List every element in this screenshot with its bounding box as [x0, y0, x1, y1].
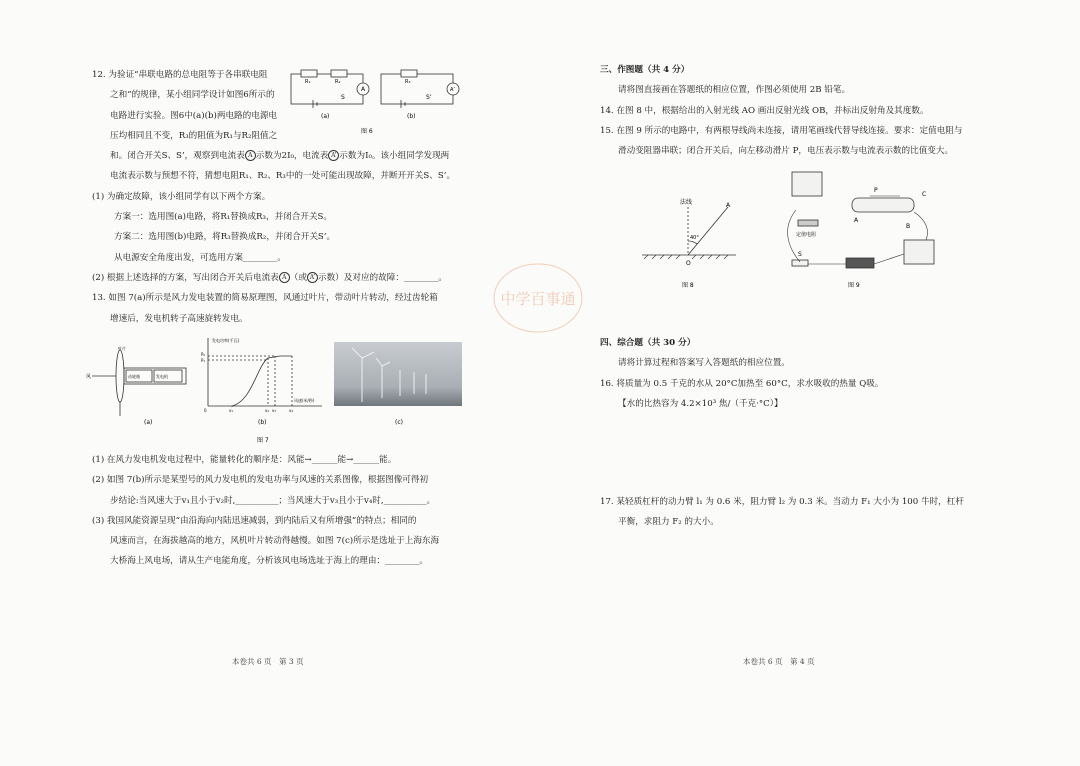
blade-label: 叶片: [118, 346, 126, 351]
q12-line-5: 和。闭合开关S、S’，观察到电流表 A 示数为2I₀，电流表 A’ 示数为I₀。该小组同学发现两: [110, 151, 450, 162]
v3-label: v₃: [272, 408, 276, 413]
point-p-label: P: [874, 187, 878, 194]
q13-part-3-line-1: (3) 我国风能资源呈现“由沿海向内陆迅速减弱，到内陆后又有所增强”的特点；相同的: [92, 515, 417, 526]
q14: 14. 在图 8 中，根据给出的入射光线 AO 画出反射光线 OB，并标出反射角及其度数。: [600, 105, 929, 116]
watermark-seal: [488, 258, 588, 338]
fig7-a-label: (a): [144, 419, 153, 426]
resistor-label: 定值电阻: [796, 232, 817, 238]
fig6-a-label: (a): [321, 113, 330, 120]
q12-part-1: (1) 为确定故障，该小组同学有以下两个方案。: [92, 191, 271, 202]
point-c-label: C: [922, 191, 927, 198]
point-a-label: A: [726, 202, 731, 209]
section-3-title: 三、作图题（共 4 分）: [600, 65, 690, 75]
q12-part-2: (2) 根据上述选择的方案，写出闭合开关后电流表 A （或 A’ 示数）及对应的故障：________。: [92, 272, 447, 283]
voltmeter-icon: [792, 172, 822, 196]
q13-line-2: 增速后，发电机转子高速旋转发电。: [110, 313, 248, 324]
q13-part-3-line-2: 风速而言，在海拔越高的地方，风机叶片转动得越慢。如图 7(c)所示是选址于上海东海: [110, 536, 440, 547]
v4-label: v₄: [289, 408, 293, 413]
normal-label: 法线: [680, 199, 693, 206]
q17-line-1: 17. 某轻质杠杆的动力臂 l₁ 为 0.6 米，阻力臂 l₂ 为 0.3 米。当动力 F₁ 大小为 100 牛时，杠杆: [600, 497, 964, 507]
p2-label: P₂: [201, 352, 206, 357]
figure-7: [82, 336, 472, 448]
right-page-section-4: [600, 333, 990, 414]
section-3-note: 请将图直接画在答题纸的相应位置，作图必须使用 2B 铅笔。: [618, 85, 851, 96]
switch-label-9: S: [798, 251, 802, 258]
q12-line-4: 压均相同且不变，R₃的阻值为R₁与R₂阻值之: [110, 130, 278, 141]
plan-2: 方案二：选用图(b)电路，将R₃替换成R₂，并闭合开关S’。: [114, 232, 336, 243]
q15-line-1: 15. 在图 9 所示的电路中，有两根导线尚未连接，请用笔画线代替导线连接。要求：定值电阻与: [600, 125, 963, 136]
switch-s-label: S: [341, 94, 345, 101]
p1-label: P₁: [201, 358, 206, 363]
plan-1: 方案一：选用图(a)电路，将R₁替换成R₃，并闭合开关S。: [114, 212, 333, 223]
ammeter-icon: [904, 240, 934, 264]
figure-8: [640, 195, 740, 290]
q15-line-2: 滑动变阻器串联；闭合开关后，向左移动滑片 P，电压表示数与电流表示数的比值变大。: [618, 146, 954, 157]
angle-label: 40°: [690, 235, 699, 241]
point-a-label-9: A: [854, 217, 859, 224]
right-page-q17: [600, 492, 990, 533]
ammeter-a-icon: A: [279, 272, 290, 283]
q12-line-2: 之和”的规律，某小组同学设计如图6所示的: [110, 90, 275, 101]
v1-label: v₁: [229, 408, 233, 413]
ammeter-a-prime-icon: A’: [328, 150, 339, 161]
q17-line-2: 平衡，求阻力 F₂ 的大小。: [618, 517, 719, 528]
q13-line-1: 13. 如图 7(a)所示是风力发电装置的简易原理图，风通过叶片，带动叶片转动，经过齿轮箱: [92, 293, 438, 304]
figure-6: [283, 66, 463, 138]
right-page: [600, 60, 990, 161]
fig7-c-label: (c): [395, 419, 403, 426]
r1-label: R₁: [305, 79, 311, 85]
fig7-xlabel: 风速(米/秒): [294, 398, 315, 403]
fig9-caption: 图 9: [848, 282, 860, 289]
section-4-note: 请将计算过程和答案写入答题纸的相应位置。: [618, 358, 790, 369]
switch-s2-label: S’: [426, 94, 432, 101]
fig6-caption: 图 6: [361, 128, 373, 135]
wind-farm-photo: [334, 342, 462, 406]
page-footer-right: 本卷共 6 页 第 4 页: [743, 657, 815, 666]
point-o-label: O: [686, 260, 691, 267]
origin-label: 0: [204, 408, 207, 413]
r3-label: R₃: [405, 79, 411, 85]
left-page-lower: [92, 450, 472, 572]
q16-note: 【水的比热容为 4.2×10³ 焦/（千克·°C）】: [618, 398, 783, 409]
page-footer-left: 本卷共 6 页 第 3 页: [232, 657, 304, 666]
r2-label: R₂: [335, 79, 341, 85]
wind-label: 风: [86, 374, 92, 380]
ammeter-a-icon: A: [245, 150, 256, 161]
ammeter-a-prime-icon: A’: [307, 272, 318, 283]
meter-a-label: A: [361, 86, 366, 93]
q13-part-2-line-1: (2) 如图 7(b)所示是某型号的风力发电机的发电功率与风速的关系图像，根据图像可得初: [92, 475, 429, 486]
fig7-b-label: (b): [258, 419, 267, 426]
generator-label: 发电机: [156, 374, 168, 379]
v2-label: v₂: [265, 408, 269, 413]
fig7-ylabel: 发电功率(千瓦): [212, 338, 240, 343]
watermark-text: 中学百事通: [500, 290, 576, 308]
q13-part-3-line-3: 大桥海上风电场，请从生产电能角度，分析该风电场选址于海上的理由：________。: [110, 556, 428, 567]
safety-line: 从电源安全角度出发，可选用方案________。: [114, 252, 286, 263]
meter-a2-label: A’: [450, 87, 456, 93]
gearbox-label: 齿轮箱: [128, 374, 140, 379]
q13-part-2-line-2: 步结论:当风速大于v₁且小于v₂时,__________；当风速大于v₃且小于v₄时,__________。: [110, 495, 436, 506]
q13-part-1: (1) 在风力发电机发电过程中，能量转化的顺序是：风能→______能→______能。: [92, 455, 397, 465]
q12-line-1: 12. 为验证“串联电路的总电阻等于各串联电阻: [92, 70, 268, 80]
figure-9: [780, 170, 940, 292]
fig6-b-label: (b): [407, 113, 416, 120]
fig7-caption: 图 7: [257, 437, 269, 444]
q16: 16. 将质量为 0.5 千克的水从 20°C加热至 60°C，求水吸收的热量 Q吸。: [600, 378, 884, 389]
q12-line-3: 电路进行实验。图6中(a)(b)两电路的电源电: [110, 110, 278, 121]
point-b-label: B: [906, 223, 911, 230]
q12-line-6: 电流表示数与预想不符，猜想电阻R₁、R₂、R₃中的一处可能出现故障，并断开开关S、S’。: [110, 171, 456, 182]
section-4-title: 四、综合题（共 30 分）: [600, 338, 696, 348]
fig8-caption: 图 8: [682, 282, 694, 289]
